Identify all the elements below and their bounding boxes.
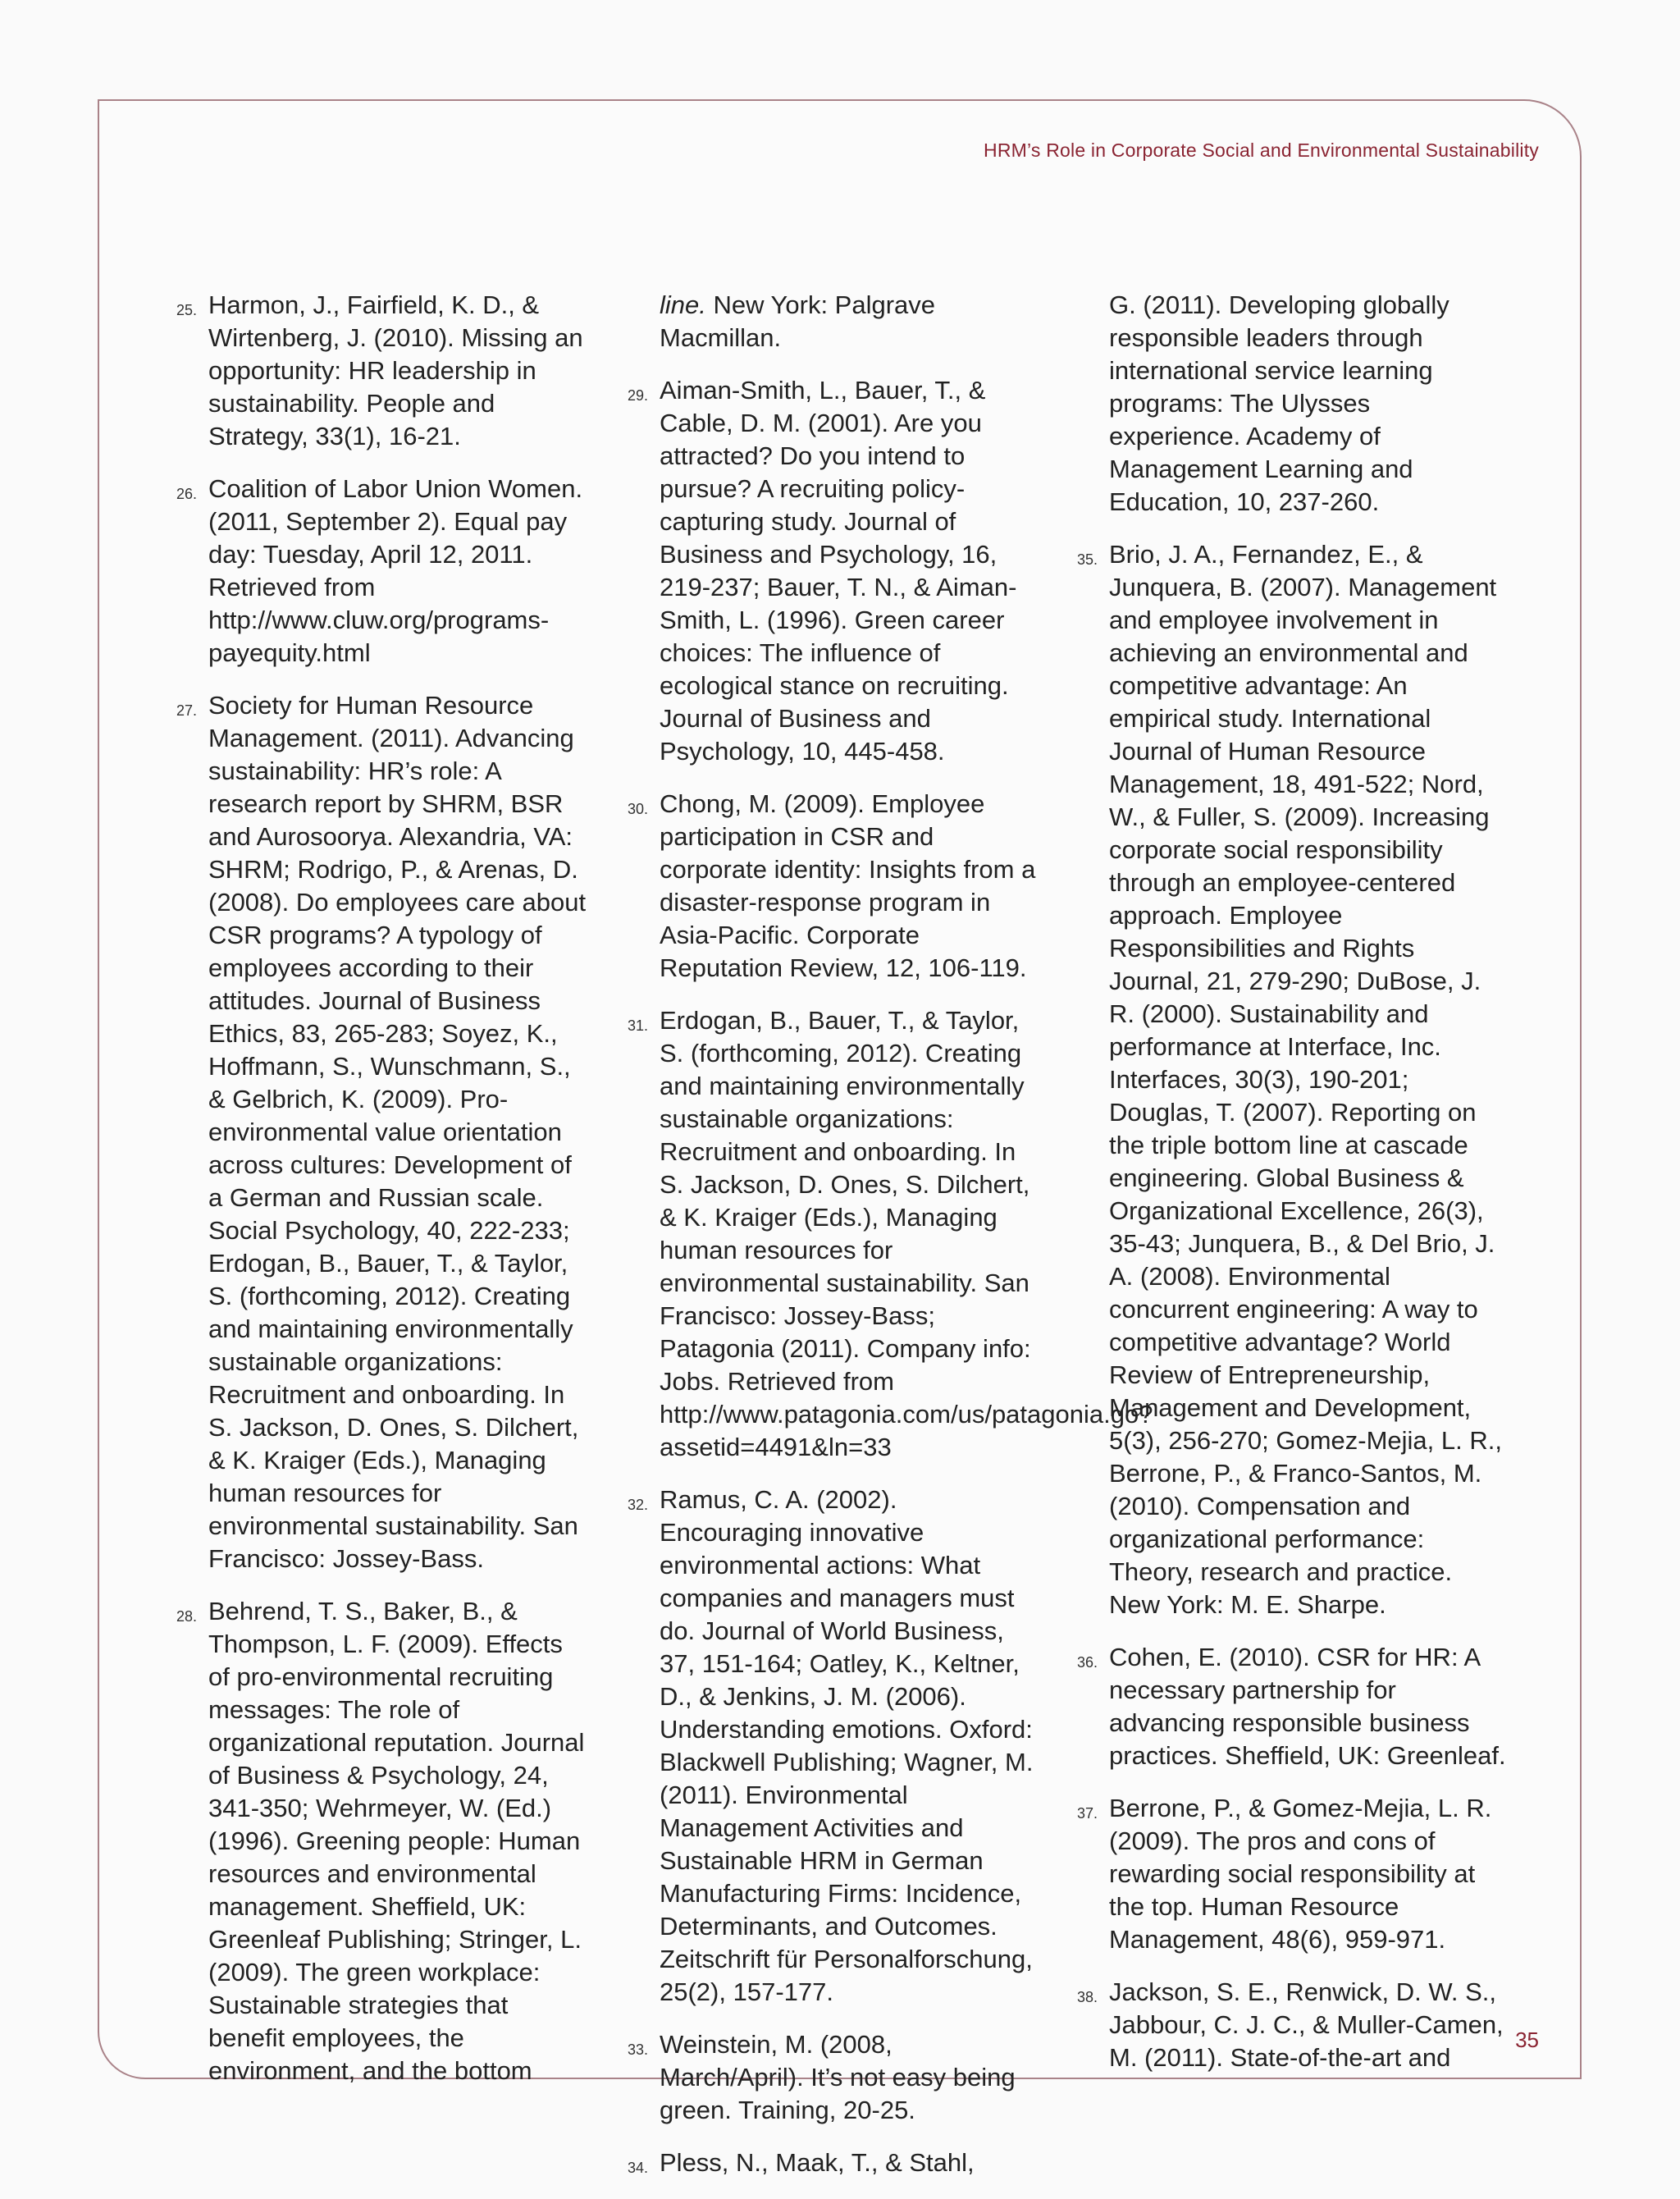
reference-text: Chong, M. (2009). Employee participation in CSR and corporate identity: Insights from a disaster-response program in Asia-Pacific. Corporate Reputation Review, 12, 106-119.	[660, 789, 1036, 982]
reference-text: Aiman-Smith, L., Bauer, T., & Cable, D. M. (2001). Are you attracted? Do you intend to pursue? A recruiting policy-capturing study. Journal of Business and Psychology, 16, 219-237; Bauer, T. N., & Aiman-Smith, L. (1996). Green career choices: The influence of ecological stance on recruiting. Journal of Business and Psychology, 10, 445-458.	[660, 376, 1017, 766]
reference-number: 38.	[1076, 1989, 1098, 2005]
reference-entry-36	[1076, 1641, 1506, 1772]
reference-number: 36.	[1076, 1654, 1098, 1671]
reference-number: 31.	[627, 1017, 648, 1034]
reference-number: 28.	[176, 1608, 197, 1625]
reference-entry-27	[176, 689, 589, 1575]
reference-number: 29.	[627, 387, 648, 404]
reference-continuation	[630, 289, 1040, 354]
reference-continuation	[1080, 289, 1506, 519]
reference-entry-38	[1076, 1976, 1506, 2074]
reference-text: Ramus, C. A. (2002). Encouraging innovative environmental actions: What companies and managers must do. Journal of World Business, 37, 151-164; Oatley, K., Keltner, D., & Jenkins, J. M. (2006). Understanding emotions. Oxford: Blackwell Publishing; Wagner, M. (2011). Environmental Management Activities and Sustainable HRM in German Manufacturing Firms: Incidence, Determinants, and Outcomes. Zeitschrift für Personalforschung, 25(2), 157-177.	[660, 1485, 1034, 2006]
running-header: HRM’s Role in Corporate Social and Environmental Sustainability	[984, 139, 1539, 161]
reference-number: 27.	[176, 702, 197, 719]
reference-entry-37	[1076, 1792, 1506, 1956]
continuation-text: New York: Palgrave Macmillan.	[660, 290, 936, 352]
reference-entry-33	[627, 2028, 1040, 2127]
reference-entry-30	[627, 788, 1040, 985]
references-column-3	[1076, 289, 1506, 2094]
reference-text: Erdogan, B., Bauer, T., & Taylor, S. (forthcoming, 2012). Creating and maintaining environmentally sustainable organizations: Recruitment and onboarding. In S. Jackson, D. Ones, S. Dilchert, & K. Kraiger (Eds.), Managing human resources for environmental sustainability. San Francisco: Jossey-Bass; Patagonia (2011). Company info: Jobs. Retrieved from http://www.patagonia.com/us/patagonia.go?assetid=4491&ln=33	[660, 1006, 1153, 1461]
reference-text: Jackson, S. E., Renwick, D. W. S., Jabbour, C. J. C., & Muller-Camen, M. (2011). State-of-the-art and	[1109, 1977, 1504, 2072]
reference-entry-28	[176, 1595, 589, 2087]
reference-text: Brio, J. A., Fernandez, E., & Junquera, B. (2007). Management and employee involvement in achieving an environmental and competitive advantage: An empirical study. International Journal of Human Resource Management, 18, 491-522; Nord, W., & Fuller, S. (2009). Increasing corporate social responsibility through an employee-centered approach. Employee Responsibilities and Rights Journal, 21, 279-290; DuBose, J. R. (2000). Sustainability and performance at Interface, Inc. Interfaces, 30(3), 190-201; Douglas, T. (2007). Reporting on the triple bottom line at cascade engineering. Global Business & Organizational Excellence, 26(3), 35-43; Junquera, B., & Del Brio, J. A. (2008). Environmental concurrent engineering: A way to competitive advantage? World Review of Entrepreneurship, Management and Development, 5(3), 256-270; Gomez-Mejia, L. R., Berrone, P., & Franco-Santos, M. (2010). Compensation and organizational performance: Theory, research and practice. New York: M. E. Sharpe.	[1109, 540, 1502, 1619]
reference-number: 30.	[627, 801, 648, 817]
continuation-italic: line.	[660, 290, 706, 319]
reference-number: 37.	[1076, 1805, 1098, 1822]
reference-entry-26	[176, 473, 589, 670]
reference-number: 33.	[627, 2041, 648, 2058]
reference-text: Pless, N., Maak, T., & Stahl,	[660, 2148, 975, 2177]
reference-text: Coalition of Labor Union Women. (2011, September 2). Equal pay day: Tuesday, April 12, 2011. Retrieved from http://www.cluw.org/programs-payequity.html	[208, 474, 583, 667]
reference-number: 35.	[1076, 551, 1098, 568]
reference-text: Society for Human Resource Management. (2011). Advancing sustainability: HR’s role: A research report by SHRM, BSR and Aurosoorya. Alexandria, VA: SHRM; Rodrigo, P., & Arenas, D. (2008). Do employees care about CSR programs? A typology of employees according to their attitudes. Journal of Business Ethics, 83, 265-283; Soyez, K., Hoffmann, S., Wunschmann, S., & Gelbrich, K. (2009). Pro-environmental value orientation across cultures: Development of a German and Russian scale. Social Psychology, 40, 222-233; Erdogan, B., Bauer, T., & Taylor, S. (forthcoming, 2012). Creating and maintaining environmentally sustainable organizations: Recruitment and onboarding. In S. Jackson, D. Ones, S. Dilchert, & K. Kraiger (Eds.), Managing human resources for environmental sustainability. San Francisco: Jossey-Bass.	[208, 691, 587, 1573]
reference-entry-32	[627, 1484, 1040, 2009]
reference-entry-35	[1076, 538, 1506, 1621]
reference-number: 25.	[176, 302, 197, 318]
reference-number: 32.	[627, 1497, 648, 1513]
page-number: 35	[1515, 2028, 1539, 2052]
references-column-1	[176, 289, 589, 2107]
reference-entry-29	[627, 374, 1040, 768]
reference-entry-34	[627, 2146, 1040, 2179]
reference-number: 34.	[627, 2160, 648, 2176]
continuation-text: G. (2011). Developing globally responsible leaders through international service learning programs: The Ulysses experience. Academy of Management Learning and Education, 10, 237-260.	[1109, 290, 1449, 516]
reference-text: Cohen, E. (2010). CSR for HR: A necessary partnership for advancing responsible business practices. Sheffield, UK: Greenleaf.	[1109, 1643, 1506, 1770]
reference-entry-25	[176, 289, 589, 453]
reference-entry-31	[627, 1004, 1153, 1464]
reference-text: Berrone, P., & Gomez-Mejia, L. R. (2009). The pros and cons of rewarding social responsibility at the top. Human Resource Management, 48(6), 959-971.	[1109, 1794, 1492, 1954]
reference-text: Harmon, J., Fairfield, K. D., & Wirtenberg, J. (2010). Missing an opportunity: HR leadership in sustainability. People and Strategy, 33(1), 16-21.	[208, 290, 583, 450]
reference-text: Behrend, T. S., Baker, B., & Thompson, L. F. (2009). Effects of pro-environmental recruiting messages: The role of organizational reputation. Journal of Business & Psychology, 24, 341-350; Wehrmeyer, W. (Ed.) (1996). Greening people: Human resources and environmental management. Sheffield, UK: Greenleaf Publishing; Stringer, L. (2009). The green workplace: Sustainable strategies that benefit employees, the environment, and the bottom	[208, 1597, 585, 2085]
reference-number: 26.	[176, 486, 197, 502]
reference-text: Weinstein, M. (2008, March/April). It’s not easy being green. Training, 20-25.	[660, 2030, 1016, 2124]
